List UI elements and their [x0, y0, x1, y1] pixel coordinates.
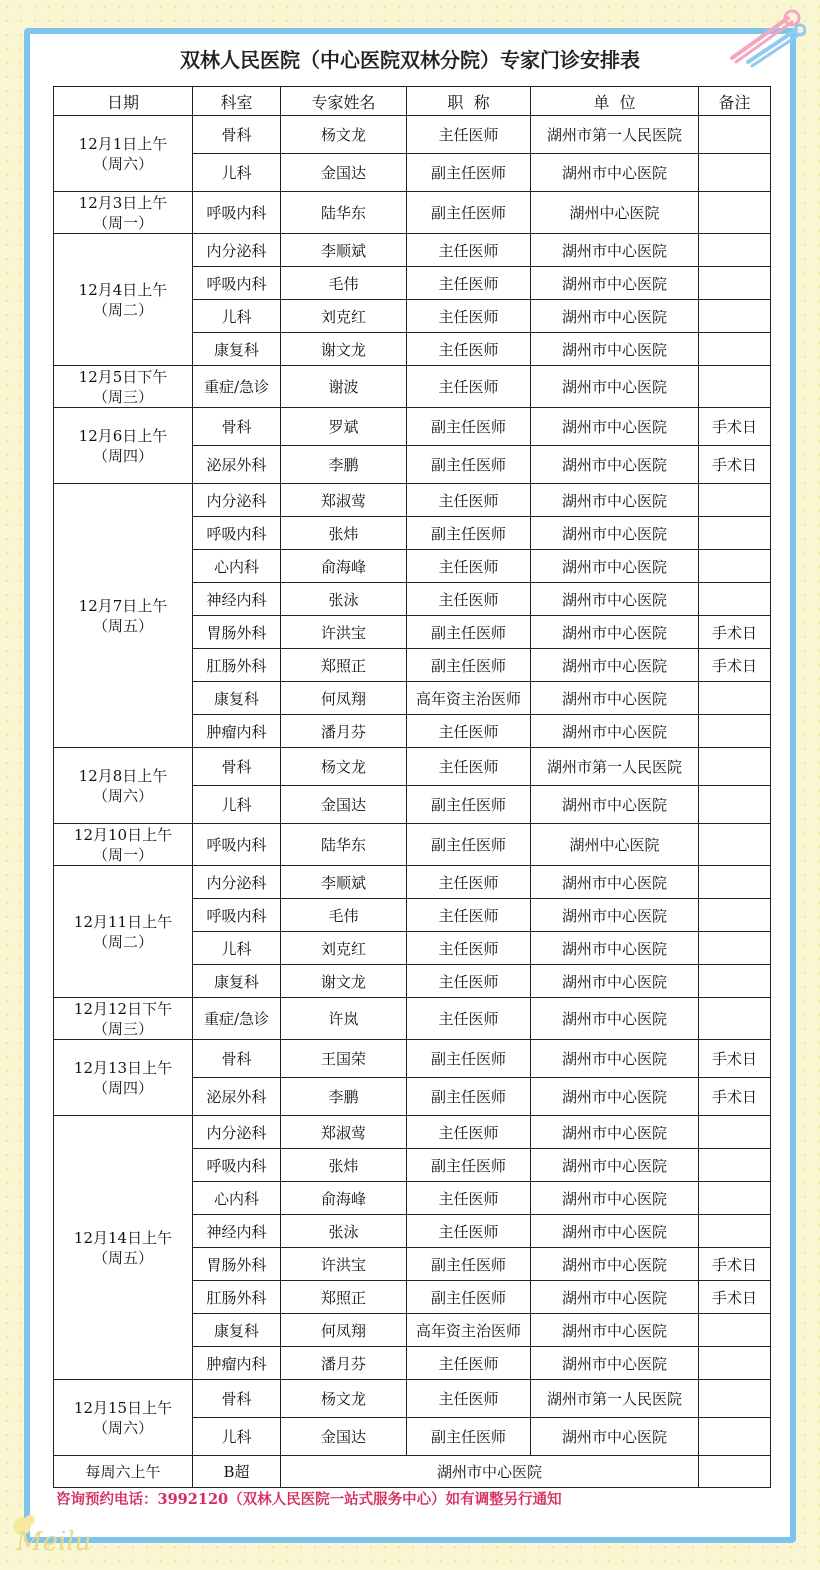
date-text: 12月15日上午 — [73, 1398, 173, 1417]
note-cell: 手术日 — [699, 1040, 771, 1078]
date-cell — [54, 1040, 193, 1116]
unit-cell: 湖州市中心医院 — [531, 1281, 699, 1314]
dept-cell: 心内科 — [193, 1182, 281, 1215]
expert-name-cell: 张炜 — [281, 1149, 407, 1182]
unit-cell: 湖州市第一人民医院 — [531, 116, 699, 154]
rank-cell: 主任医师 — [407, 234, 531, 267]
rank-cell: 副主任医师 — [407, 154, 531, 192]
unit-cell: 湖州市中心医院 — [531, 333, 699, 366]
rank-cell: 主任医师 — [407, 1380, 531, 1418]
unit-cell: 湖州市中心医院 — [531, 616, 699, 649]
table-row — [54, 1116, 771, 1149]
date-cell — [54, 234, 193, 366]
header-expert: 专家姓名 — [281, 87, 407, 116]
meilu-logo — [6, 1508, 116, 1564]
unit-cell: 湖州中心医院 — [531, 192, 699, 234]
date-cell — [54, 192, 193, 234]
unit-cell: 湖州市中心医院 — [531, 932, 699, 965]
dept-cell: 肿瘤内科 — [193, 1347, 281, 1380]
weekday-text: （周六） — [92, 786, 153, 805]
note-cell — [699, 267, 771, 300]
header-rank: 职 称 — [407, 87, 531, 116]
note-cell — [699, 824, 771, 866]
dept-cell: 内分泌科 — [193, 1116, 281, 1149]
rank-cell: 高年资主治医师 — [407, 1314, 531, 1347]
note-cell — [699, 300, 771, 333]
weekday-text: （周六） — [92, 154, 153, 173]
note-cell: 手术日 — [699, 649, 771, 682]
expert-name-cell: 李鹏 — [281, 446, 407, 484]
expert-name-cell: 潘月芬 — [281, 1347, 407, 1380]
dept-cell: 重症/急诊 — [193, 998, 281, 1040]
expert-name-cell: 俞海峰 — [281, 550, 407, 583]
note-cell — [699, 1418, 771, 1456]
rank-cell: 副主任医师 — [407, 649, 531, 682]
dept-cell: 骨科 — [193, 408, 281, 446]
note-cell — [699, 1149, 771, 1182]
expert-name-cell: 陆华东 — [281, 192, 407, 234]
date-text: 12月7日上午 — [78, 596, 168, 615]
date-cell — [54, 116, 193, 192]
weekday-text: （周三） — [92, 387, 153, 406]
expert-name-cell: 谢文龙 — [281, 333, 407, 366]
date-text: 12月14日上午 — [73, 1228, 173, 1247]
dept-cell: 儿科 — [193, 300, 281, 333]
table-row — [54, 1040, 771, 1078]
rank-cell: 副主任医师 — [407, 1149, 531, 1182]
unit-cell: 湖州市中心医院 — [531, 1149, 699, 1182]
note-cell — [699, 333, 771, 366]
note-cell — [699, 1182, 771, 1215]
note-cell — [699, 1116, 771, 1149]
weekday-text: （周一） — [92, 845, 153, 864]
date-text: 12月10日上午 — [73, 825, 173, 844]
unit-cell: 湖州市中心医院 — [531, 1248, 699, 1281]
note-cell — [699, 1314, 771, 1347]
unit-cell: 湖州市第一人民医院 — [531, 748, 699, 786]
dept-cell: 呼吸内科 — [193, 1149, 281, 1182]
dept-cell: 骨科 — [193, 748, 281, 786]
dept-cell: 骨科 — [193, 1380, 281, 1418]
dept-cell: 儿科 — [193, 154, 281, 192]
dept-cell: 肛肠外科 — [193, 649, 281, 682]
table-row — [54, 234, 771, 267]
weekday-text: （周五） — [92, 1248, 153, 1267]
note-cell — [699, 998, 771, 1040]
header-note: 备注 — [699, 87, 771, 116]
note-cell: 手术日 — [699, 1248, 771, 1281]
unit-cell: 湖州市中心医院 — [531, 786, 699, 824]
expert-name-cell: 陆华东 — [281, 824, 407, 866]
unit-cell: 湖州市中心医院 — [531, 1040, 699, 1078]
expert-name-cell: 李顺斌 — [281, 234, 407, 267]
expert-name-cell: 谢文龙 — [281, 965, 407, 998]
expert-name-cell: 刘克红 — [281, 932, 407, 965]
note-cell — [699, 550, 771, 583]
dept-cell: 呼吸内科 — [193, 192, 281, 234]
weekly-dept-cell: B超 — [193, 1456, 281, 1488]
expert-name-cell: 罗斌 — [281, 408, 407, 446]
date-cell — [54, 366, 193, 408]
rank-cell: 副主任医师 — [407, 1040, 531, 1078]
rank-cell: 主任医师 — [407, 932, 531, 965]
unit-cell: 湖州市中心医院 — [531, 446, 699, 484]
rank-cell: 主任医师 — [407, 116, 531, 154]
dept-cell: 儿科 — [193, 786, 281, 824]
date-text: 12月4日上午 — [78, 280, 168, 299]
note-cell — [699, 116, 771, 154]
unit-cell: 湖州市中心医院 — [531, 484, 699, 517]
dept-cell: 儿科 — [193, 1418, 281, 1456]
note-cell — [699, 866, 771, 899]
rank-cell: 主任医师 — [407, 333, 531, 366]
rank-cell: 主任医师 — [407, 484, 531, 517]
weekday-text: （周六） — [92, 1418, 153, 1437]
expert-name-cell: 郑照正 — [281, 1281, 407, 1314]
note-cell: 手术日 — [699, 616, 771, 649]
date-cell — [54, 484, 193, 748]
dept-cell: 心内科 — [193, 550, 281, 583]
date-text: 12月8日上午 — [78, 766, 168, 785]
expert-name-cell: 郑淑莺 — [281, 484, 407, 517]
unit-cell: 湖州中心医院 — [531, 824, 699, 866]
expert-name-cell: 许岚 — [281, 998, 407, 1040]
rank-cell: 主任医师 — [407, 300, 531, 333]
svg-text:Meilu: Meilu — [16, 1527, 92, 1557]
header-dept: 科室 — [193, 87, 281, 116]
date-cell — [54, 408, 193, 484]
expert-name-cell: 杨文龙 — [281, 748, 407, 786]
date-cell — [54, 1116, 193, 1380]
weekday-text: （周一） — [92, 213, 153, 232]
date-text: 12月3日上午 — [78, 193, 168, 212]
unit-cell: 湖州市中心医院 — [531, 1116, 699, 1149]
date-cell — [54, 866, 193, 998]
unit-cell: 湖州市中心医院 — [531, 1314, 699, 1347]
unit-cell: 湖州市中心医院 — [531, 998, 699, 1040]
rank-cell: 副主任医师 — [407, 824, 531, 866]
weekday-text: （周五） — [92, 616, 153, 635]
table-row — [54, 866, 771, 899]
unit-cell: 湖州市中心医院 — [531, 1347, 699, 1380]
weekday-text: （周四） — [92, 446, 153, 465]
dept-cell: 内分泌科 — [193, 234, 281, 267]
footer-contact-note: 咨询预约电话：3992120（双林人民医院一站式服务中心）如有调整另行通知 — [56, 1491, 562, 1508]
dept-cell: 呼吸内科 — [193, 899, 281, 932]
note-cell: 手术日 — [699, 1281, 771, 1314]
date-text: 12月6日上午 — [78, 426, 168, 445]
note-cell: 手术日 — [699, 446, 771, 484]
expert-name-cell: 张泳 — [281, 583, 407, 616]
note-cell — [699, 366, 771, 408]
unit-cell: 湖州市中心医院 — [531, 965, 699, 998]
rank-cell: 副主任医师 — [407, 192, 531, 234]
table-row — [54, 824, 771, 866]
dept-cell: 呼吸内科 — [193, 517, 281, 550]
rank-cell: 副主任医师 — [407, 1078, 531, 1116]
rank-cell: 主任医师 — [407, 866, 531, 899]
weekday-text: （周二） — [92, 932, 153, 951]
note-cell — [699, 1347, 771, 1380]
rank-cell: 主任医师 — [407, 1182, 531, 1215]
table-row — [54, 1380, 771, 1418]
expert-name-cell: 杨文龙 — [281, 1380, 407, 1418]
dept-cell: 骨科 — [193, 116, 281, 154]
note-cell: 手术日 — [699, 408, 771, 446]
weekday-text: （周二） — [92, 300, 153, 319]
rank-cell: 副主任医师 — [407, 446, 531, 484]
date-text: 12月12日下午 — [73, 999, 173, 1018]
unit-cell: 湖州市中心医院 — [531, 517, 699, 550]
unit-cell: 湖州市中心医院 — [531, 1418, 699, 1456]
header-unit: 单 位 — [531, 87, 699, 116]
dept-cell: 胃肠外科 — [193, 616, 281, 649]
unit-cell: 湖州市中心医院 — [531, 300, 699, 333]
date-cell — [54, 1380, 193, 1456]
dept-cell: 呼吸内科 — [193, 267, 281, 300]
rank-cell: 主任医师 — [407, 267, 531, 300]
dept-cell: 泌尿外科 — [193, 446, 281, 484]
table-row — [54, 484, 771, 517]
date-text: 12月13日上午 — [73, 1058, 173, 1077]
weekday-text: （周三） — [92, 1019, 153, 1038]
header-date: 日期 — [54, 87, 193, 116]
dept-cell: 肛肠外科 — [193, 1281, 281, 1314]
dept-cell: 康复科 — [193, 1314, 281, 1347]
unit-cell: 湖州市中心医院 — [531, 267, 699, 300]
unit-cell: 湖州市中心医院 — [531, 866, 699, 899]
expert-name-cell: 许洪宝 — [281, 1248, 407, 1281]
unit-cell: 湖州市中心医院 — [531, 550, 699, 583]
expert-name-cell: 杨文龙 — [281, 116, 407, 154]
note-cell — [699, 517, 771, 550]
note-cell — [699, 748, 771, 786]
note-cell — [699, 192, 771, 234]
dept-cell: 神经内科 — [193, 1215, 281, 1248]
dept-cell: 胃肠外科 — [193, 1248, 281, 1281]
expert-name-cell: 郑淑莺 — [281, 1116, 407, 1149]
expert-name-cell: 何凤翔 — [281, 682, 407, 715]
note-cell — [699, 682, 771, 715]
dept-cell: 泌尿外科 — [193, 1078, 281, 1116]
dept-cell: 康复科 — [193, 965, 281, 998]
note-cell — [699, 583, 771, 616]
dept-cell: 神经内科 — [193, 583, 281, 616]
date-cell — [54, 824, 193, 866]
unit-cell: 湖州市中心医院 — [531, 1215, 699, 1248]
rank-cell: 主任医师 — [407, 1215, 531, 1248]
dept-cell: 肿瘤内科 — [193, 715, 281, 748]
dept-cell: 康复科 — [193, 682, 281, 715]
expert-name-cell: 金国达 — [281, 154, 407, 192]
note-cell — [699, 234, 771, 267]
rank-cell: 主任医师 — [407, 1116, 531, 1149]
unit-cell: 湖州市中心医院 — [531, 1078, 699, 1116]
note-cell — [699, 1215, 771, 1248]
rank-cell: 副主任医师 — [407, 517, 531, 550]
dept-cell: 呼吸内科 — [193, 824, 281, 866]
table-header-row — [54, 87, 771, 116]
date-text: 12月1日上午 — [78, 134, 168, 153]
rank-cell: 主任医师 — [407, 899, 531, 932]
note-cell — [699, 715, 771, 748]
note-cell — [699, 932, 771, 965]
rank-cell: 副主任医师 — [407, 616, 531, 649]
date-cell — [54, 748, 193, 824]
rank-cell: 主任医师 — [407, 998, 531, 1040]
table-row — [54, 192, 771, 234]
expert-name-cell: 毛伟 — [281, 899, 407, 932]
unit-cell: 湖州市中心医院 — [531, 366, 699, 408]
unit-cell: 湖州市中心医院 — [531, 649, 699, 682]
weekday-text: （周四） — [92, 1078, 153, 1097]
rank-cell: 副主任医师 — [407, 1248, 531, 1281]
rank-cell: 主任医师 — [407, 550, 531, 583]
expert-name-cell: 张炜 — [281, 517, 407, 550]
unit-cell: 湖州市中心医院 — [531, 715, 699, 748]
dept-cell: 内分泌科 — [193, 866, 281, 899]
unit-cell: 湖州市中心医院 — [531, 899, 699, 932]
expert-name-cell: 毛伟 — [281, 267, 407, 300]
expert-name-cell: 何凤翔 — [281, 1314, 407, 1347]
table-row — [54, 408, 771, 446]
rank-cell: 主任医师 — [407, 1347, 531, 1380]
expert-name-cell: 刘克红 — [281, 300, 407, 333]
table-row — [54, 116, 771, 154]
expert-name-cell: 潘月芬 — [281, 715, 407, 748]
dept-cell: 内分泌科 — [193, 484, 281, 517]
expert-name-cell: 金国达 — [281, 1418, 407, 1456]
weekly-date-cell: 每周六上午 — [54, 1456, 193, 1488]
expert-name-cell: 金国达 — [281, 786, 407, 824]
expert-name-cell: 李顺斌 — [281, 866, 407, 899]
weekly-note-cell — [699, 1456, 771, 1488]
date-text: 12月5日下午 — [78, 367, 168, 386]
dept-cell: 儿科 — [193, 932, 281, 965]
unit-cell: 湖州市中心医院 — [531, 583, 699, 616]
unit-cell: 湖州市中心医院 — [531, 234, 699, 267]
table-row — [54, 748, 771, 786]
expert-name-cell: 郑照正 — [281, 649, 407, 682]
weekly-unit-cell: 湖州市中心医院 — [281, 1456, 699, 1488]
page-title: 双林人民医院（中心医院双林分院）专家门诊安排表 — [180, 48, 640, 72]
rank-cell: 主任医师 — [407, 965, 531, 998]
rank-cell: 主任医师 — [407, 583, 531, 616]
dept-cell: 康复科 — [193, 333, 281, 366]
expert-name-cell: 谢波 — [281, 366, 407, 408]
expert-name-cell: 俞海峰 — [281, 1182, 407, 1215]
rank-cell: 主任医师 — [407, 715, 531, 748]
note-cell — [699, 154, 771, 192]
table-row — [54, 998, 771, 1040]
rank-cell: 副主任医师 — [407, 408, 531, 446]
expert-name-cell: 张泳 — [281, 1215, 407, 1248]
note-cell — [699, 899, 771, 932]
rank-cell: 副主任医师 — [407, 786, 531, 824]
rank-cell: 主任医师 — [407, 748, 531, 786]
date-cell — [54, 998, 193, 1040]
rank-cell: 主任医师 — [407, 366, 531, 408]
unit-cell: 湖州市中心医院 — [531, 682, 699, 715]
unit-cell: 湖州市第一人民医院 — [531, 1380, 699, 1418]
rank-cell: 副主任医师 — [407, 1281, 531, 1314]
expert-name-cell: 王国荣 — [281, 1040, 407, 1078]
rank-cell: 高年资主治医师 — [407, 682, 531, 715]
date-text: 12月11日上午 — [73, 912, 173, 931]
unit-cell: 湖州市中心医院 — [531, 1182, 699, 1215]
expert-name-cell: 李鹏 — [281, 1078, 407, 1116]
dept-cell: 骨科 — [193, 1040, 281, 1078]
unit-cell: 湖州市中心医院 — [531, 154, 699, 192]
table-row — [54, 366, 771, 408]
unit-cell: 湖州市中心医院 — [531, 408, 699, 446]
note-cell — [699, 786, 771, 824]
note-cell — [699, 1380, 771, 1418]
expert-name-cell: 许洪宝 — [281, 616, 407, 649]
note-cell — [699, 484, 771, 517]
note-cell: 手术日 — [699, 1078, 771, 1116]
rank-cell: 副主任医师 — [407, 1418, 531, 1456]
schedule-table — [53, 86, 771, 1488]
table-row-weekly — [54, 1456, 771, 1488]
note-cell — [699, 965, 771, 998]
dept-cell: 重症/急诊 — [193, 366, 281, 408]
